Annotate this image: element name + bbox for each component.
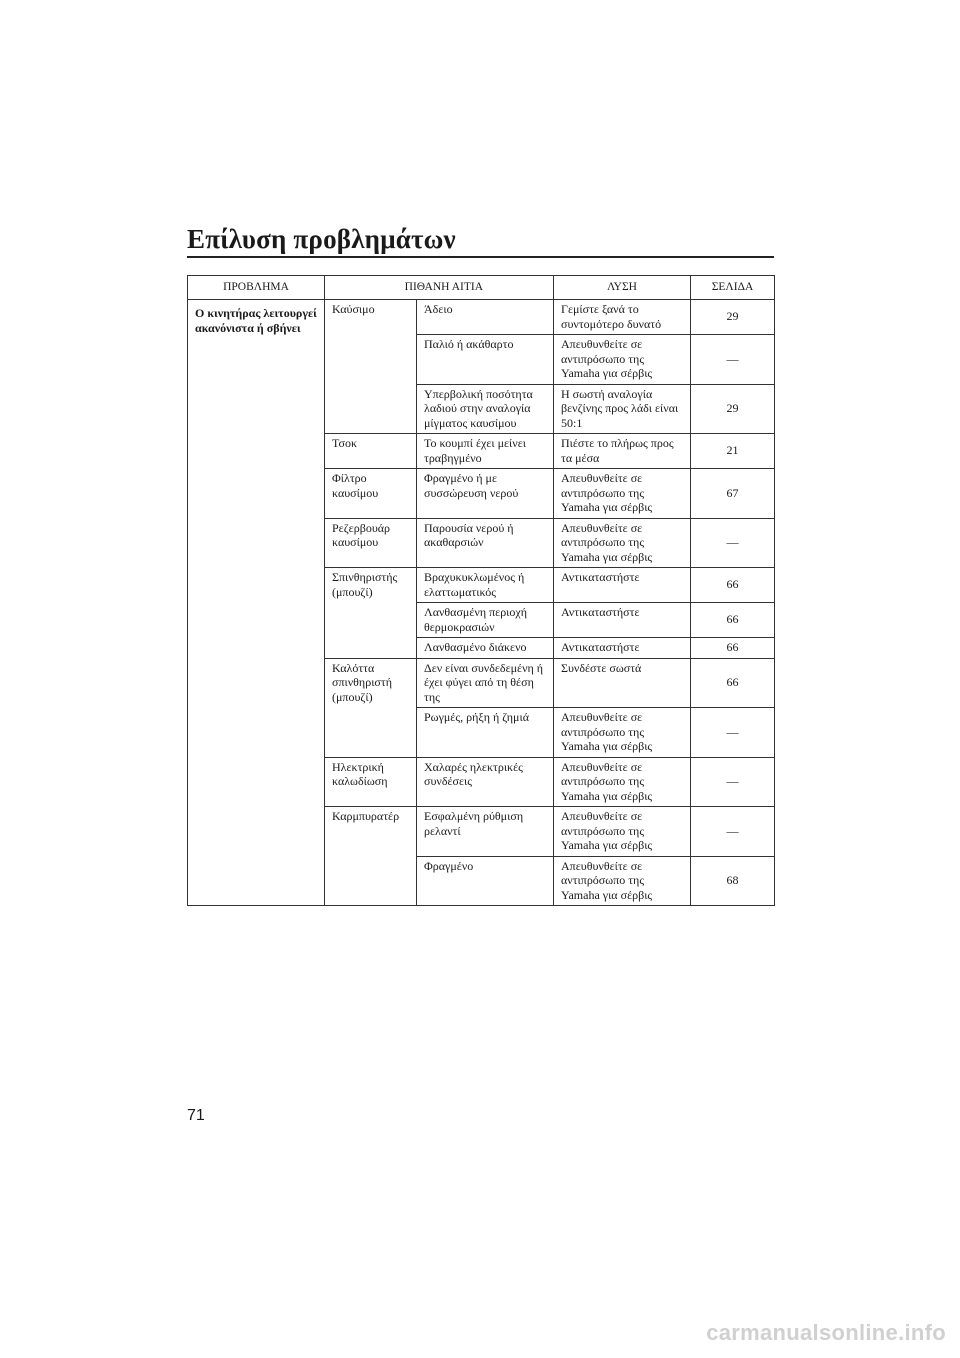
cause-cell: Χαλαρές ηλεκτρικές συνδέσεις [417, 757, 554, 807]
page-ref-cell: 29 [691, 384, 775, 434]
problem-cell: Ο κινητήρας λειτουργεί ακανόνιστα ή σβήνει [188, 300, 325, 906]
cause-cell: Φραγμένο [417, 856, 554, 906]
header-solution: ΛΥΣΗ [554, 276, 691, 300]
page-ref-cell: 67 [691, 469, 775, 519]
cause-cell: Λανθασμένο διάκενο [417, 638, 554, 659]
cause-cell: Παλιό ή ακάθαρτο [417, 335, 554, 385]
page-ref-cell: 21 [691, 434, 775, 469]
page-ref-cell: 29 [691, 300, 775, 335]
cause-cell: Υπερβολική ποσότητα λαδιού στην αναλογία μίγματος καυσίμου [417, 384, 554, 434]
cause-cell: Εσφαλμένη ρύθμιση ρελαντί [417, 807, 554, 857]
header-cause: ΠΙΘΑΝΗ ΑΙΤΙΑ [325, 276, 554, 300]
page-ref-cell: — [691, 335, 775, 385]
page-ref-cell: 68 [691, 856, 775, 906]
solution-cell: Απευθυνθείτε σε αντιπρόσωπο της Yamaha για σέρβις [554, 807, 691, 857]
solution-cell: Απευθυνθείτε σε αντιπρόσωπο της Yamaha για σέρβις [554, 757, 691, 807]
component-cell: Καρμπυρατέρ [325, 807, 417, 906]
component-cell: Σπινθηριστής (μπουζί) [325, 568, 417, 659]
solution-cell: Αντικαταστήστε [554, 638, 691, 659]
solution-cell: Γεμίστε ξανά το συντομότερο δυνατό [554, 300, 691, 335]
table-row [188, 300, 775, 335]
cause-cell: Βραχυκυκλωμένος ή ελαττωματικός [417, 568, 554, 603]
header-page: ΣΕΛΙΔΑ [691, 276, 775, 300]
solution-cell: Αντικαταστήστε [554, 603, 691, 638]
title-divider [187, 256, 774, 258]
solution-cell: Απευθυνθείτε σε αντιπρόσωπο της Yamaha για σέρβις [554, 469, 691, 519]
solution-cell: Απευθυνθείτε σε αντιπρόσωπο της Yamaha για σέρβις [554, 856, 691, 906]
component-cell: Ρεζερβουάρ καυσίμου [325, 518, 417, 568]
page-number: 71 [187, 1107, 205, 1124]
cause-cell: Δεν είναι συνδεδεμένη ή έχει φύγει από τη θέση της [417, 658, 554, 708]
troubleshooting-table [187, 275, 775, 906]
solution-cell: Συνδέστε σωστά [554, 658, 691, 708]
solution-cell: Η σωστή αναλογία βενζίνης προς λάδι είναι 50:1 [554, 384, 691, 434]
page-ref-cell: — [691, 708, 775, 758]
cause-cell: Άδειο [417, 300, 554, 335]
solution-cell: Απευθυνθείτε σε αντιπρόσωπο της Yamaha για σέρβις [554, 335, 691, 385]
page-ref-cell: 66 [691, 568, 775, 603]
component-cell: Ηλεκτρική καλωδίωση [325, 757, 417, 807]
page-ref-cell: — [691, 807, 775, 857]
table-body [188, 300, 775, 906]
watermark-text: carmanualsonline.info [706, 1320, 946, 1345]
page-ref-cell: 66 [691, 658, 775, 708]
cause-cell: Φραγμένο ή με συσσώρευση νερού [417, 469, 554, 519]
solution-cell: Απευθυνθείτε σε αντιπρόσωπο της Yamaha για σέρβις [554, 518, 691, 568]
page-title: Επίλυση προβλημάτων [187, 224, 456, 254]
solution-cell: Πιέστε το πλήρως προς τα μέσα [554, 434, 691, 469]
cause-cell: Ρωγμές, ρήξη ή ζημιά [417, 708, 554, 758]
page-ref-cell: 66 [691, 603, 775, 638]
page-ref-cell: — [691, 518, 775, 568]
cause-cell: Παρουσία νερού ή ακαθαρσιών [417, 518, 554, 568]
cause-cell: Το κουμπί έχει μείνει τραβηγμένο [417, 434, 554, 469]
page-ref-cell: — [691, 757, 775, 807]
solution-cell: Αντικαταστήστε [554, 568, 691, 603]
solution-cell: Απευθυνθείτε σε αντιπρόσωπο της Yamaha για σέρβις [554, 708, 691, 758]
component-cell: Φίλτρο καυσίμου [325, 469, 417, 519]
page-ref-cell: 66 [691, 638, 775, 659]
component-cell: Καλόττα σπινθηριστή (μπουζί) [325, 658, 417, 757]
table-header-row [188, 276, 775, 300]
component-cell: Τσοκ [325, 434, 417, 469]
component-cell: Καύσιμο [325, 300, 417, 434]
cause-cell: Λανθασμένη περιοχή θερμοκρασιών [417, 603, 554, 638]
header-problem: ΠΡΟΒΛΗΜΑ [188, 276, 325, 300]
